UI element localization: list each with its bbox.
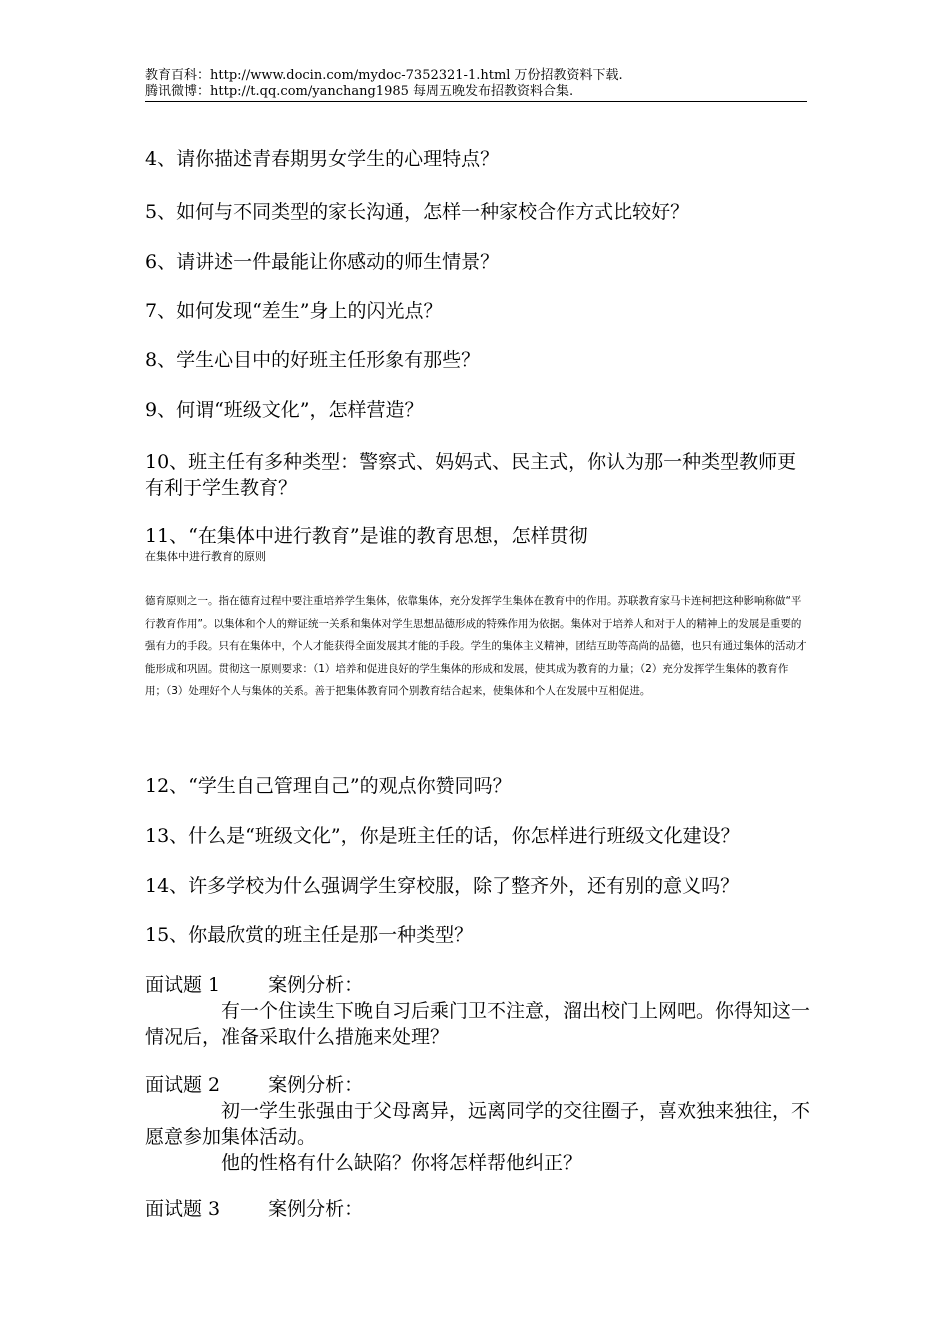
case-2-title [145, 1072, 815, 1098]
case-1-type: 案例分析： [268, 974, 364, 996]
case-1-paragraph: 有一个住读生下晚自习后乘门卫不注意，溜出校门上网吧。你得知这一情况后，准备采取什么措施来处理？ [145, 1000, 811, 1048]
question-7: 7、如何发现“差生”身上的闪光点？ [145, 300, 443, 322]
question-8: 8、学生心目中的好班主任形象有那些？ [145, 349, 481, 371]
case-1 [145, 972, 815, 1050]
question-11: 11、“在集体中进行教育”是谁的教育思想，怎样贯彻 [145, 525, 588, 547]
question-6: 6、请讲述一件最能让你感动的师生情景？ [145, 251, 500, 273]
case-2-paragraph-1: 初一学生张强由于父母离异，远离同学的交往圈子，喜欢独来独往，不愿意参加集体活动。 [145, 1100, 811, 1148]
question-10: 10、班主任有多种类型：警察式、妈妈式、民主式，你认为那一种类型教师更有利于学生教育？ [145, 451, 797, 499]
question-9: 9、何谓“班级文化”，怎样营造？ [145, 399, 424, 421]
case-1-title [145, 972, 815, 998]
principle-title: 在集体中进行教育的原则 [145, 550, 266, 563]
case-1-label: 面试题 1 [145, 974, 221, 996]
header-line-1: 教育百科：http://www.docin.com/mydoc-7352321-1.html 万份招教资料下载. [145, 68, 623, 83]
question-12: 12、“学生自己管理自己”的观点你赞同吗？ [145, 775, 512, 797]
case-2-paragraph-2: 他的性格有什么缺陷？你将怎样帮他纠正？ [221, 1152, 583, 1174]
question-13: 13、什么是“班级文化”，你是班主任的话，你怎样进行班级文化建设？ [145, 825, 740, 847]
principle-text: 德育原则之一。指在德育过程中要注重培养学生集体，依靠集体，充分发挥学生集体在教育中的作用。苏联教育家马卡连柯把这种影响称做“平行教育作用”。以集体和个人的辩证统一关系和集体对学生思想品德形成的特殊作用为依据。集体对于培养人和对于人的精神上的发展是重要的强有力的手段。只有在集体中，个人才能获得全面发展其才能的手段。学生的集体主义精神，团结互助等高尚的品德，也只有通过集体的活动才能形成和巩固。贯彻这一原则要求：（1）培养和促进良好的学生集体的形成和发展，使其成为教育的力量；（2）充分发挥学生集体的教育作用；（3）处理好个人与集体的关系。善于把集体教育同个别教育结合起来，使集体和个人在发展中互相促进。 [145, 595, 807, 697]
case-3 [145, 1196, 815, 1222]
case-2 [145, 1072, 815, 1176]
case-3-type: 案例分析： [268, 1198, 364, 1220]
question-14: 14、许多学校为什么强调学生穿校服，除了整齐外，还有别的意义吗？ [145, 875, 740, 897]
question-15: 15、你最欣赏的班主任是那一种类型？ [145, 924, 474, 946]
page-header [145, 68, 807, 100]
header-rule [145, 101, 807, 102]
question-5: 5、如何与不同类型的家长沟通，怎样一种家校合作方式比较好？ [145, 201, 690, 223]
header-line-2: 腾讯微博：http://t.qq.com/yanchang1985 每周五晚发布招教资料合集. [145, 84, 574, 99]
case-2-type: 案例分析： [268, 1074, 364, 1096]
case-3-label: 面试题 3 [145, 1198, 221, 1220]
question-4: 4、请你描述青春期男女学生的心理特点？ [145, 148, 500, 170]
case-3-title [145, 1196, 815, 1222]
case-2-label: 面试题 2 [145, 1074, 221, 1096]
